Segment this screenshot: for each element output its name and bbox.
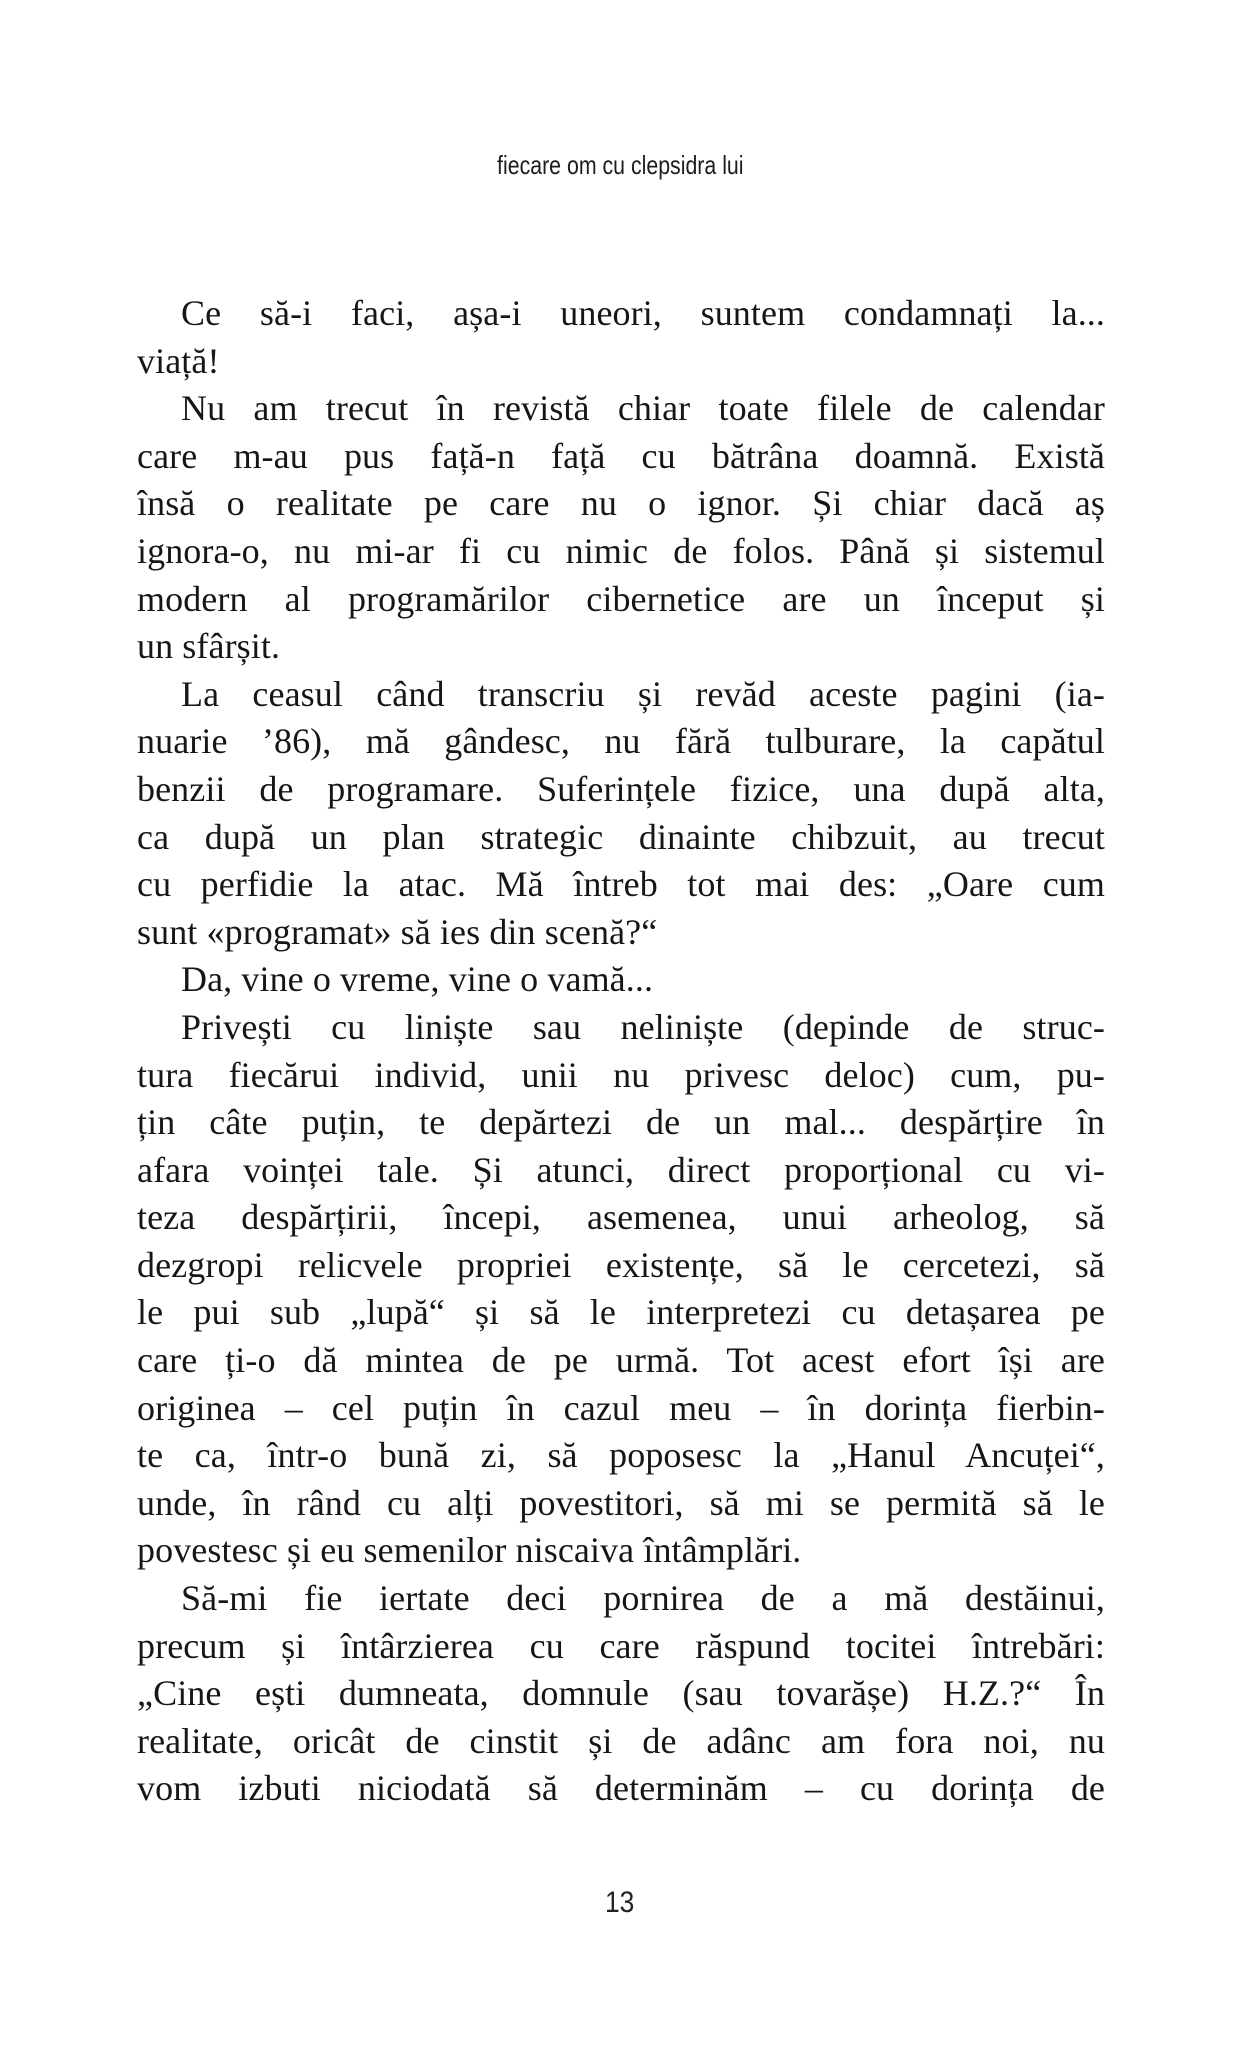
page-number	[0, 1886, 1240, 1920]
text-line: cu perfidie la atac. Mă întreb tot mai des: „Oare cum	[137, 864, 1105, 905]
text-line: te ca, într-o bună zi, să poposesc la „Hanul Ancuței“,	[137, 1435, 1105, 1476]
text-line: La ceasul când transcriu și revăd aceste pagini (ia-	[181, 673, 1105, 714]
text-line: care m-au pus față-n față cu bătrâna doamnă. Există	[137, 435, 1105, 476]
text-line: viață!	[137, 340, 220, 381]
paragraph	[137, 956, 1105, 1004]
paragraph	[137, 385, 1105, 671]
text-line: Da, vine o vreme, vine o vamă...	[181, 959, 654, 1000]
text-line: însă o realitate pe care nu o ignor. Și chiar dacă aș	[137, 483, 1105, 524]
text-line: le pui sub „lupă“ și să le interpretezi cu detașarea pe	[137, 1292, 1105, 1333]
text-line: vom izbuti niciodată să determinăm – cu dorința de	[137, 1768, 1105, 1809]
text-line: Nu am trecut în revistă chiar toate filele de calendar	[181, 388, 1105, 429]
paragraph	[137, 671, 1105, 957]
text-line: „Cine ești dumneata, domnule (sau tovarășe) H.Z.?“ În	[137, 1673, 1105, 1714]
text-line: Să-mi fie iertate deci pornirea de a mă destăinui,	[181, 1578, 1105, 1619]
text-line: ca după un plan strategic dinainte chibzuit, au trecut	[137, 816, 1105, 857]
text-line: originea – cel puțin în cazul meu – în dorința fierbin-	[137, 1387, 1105, 1428]
text-line: dezgropi relicvele propriei existențe, să le cercetezi, să	[137, 1244, 1105, 1285]
text-line: precum și întârzierea cu care răspund tocitei întrebări:	[137, 1625, 1105, 1666]
paragraph	[137, 1575, 1105, 1813]
text-line: ignora-o, nu mi-ar fi cu nimic de folos. Până și sistemul	[137, 530, 1105, 571]
text-line: țin câte puțin, te depărtezi de un mal... despărțire în	[137, 1102, 1105, 1143]
text-line: nuarie ’86), mă gândesc, nu fără tulburare, la capătul	[137, 721, 1105, 762]
paragraph	[137, 1004, 1105, 1575]
text-line: modern al programărilor cibernetice are un început și	[137, 578, 1105, 619]
paragraph	[137, 290, 1105, 385]
text-line: sunt «programat» să ies din scenă?“	[137, 911, 658, 952]
text-line: teza despărțirii, începi, asemenea, unui arheolog, să	[137, 1197, 1105, 1238]
running-header-title: fiecare om cu clepsidra lui	[496, 150, 744, 180]
text-line: afara voinței tale. Și atunci, direct proporțional cu vi-	[137, 1149, 1105, 1190]
text-line: care ți-o dă mintea de pe urmă. Tot acest efort își are	[137, 1340, 1105, 1381]
text-column	[137, 290, 1105, 1813]
text-line: benzii de programare. Suferințele fizice, una după alta,	[137, 768, 1105, 809]
text-line: unde, în rând cu alți povestitori, să mi se permită să le	[137, 1482, 1105, 1523]
text-line: un sfârșit.	[137, 626, 281, 667]
text-line: Ce să-i faci, așa-i uneori, suntem condamnați la...	[181, 293, 1105, 333]
running-header	[0, 150, 1240, 181]
text-line: Privești cu liniște sau neliniște (depinde de struc-	[181, 1006, 1105, 1047]
text-line: realitate, oricât de cinstit și de adânc am fora noi, nu	[137, 1720, 1105, 1761]
page-number-value: 13	[605, 1886, 635, 1919]
text-line: povestesc și eu semenilor niscaiva întâmplări.	[137, 1530, 802, 1571]
text-line: tura fiecărui individ, unii nu privesc deloc) cum, pu-	[137, 1054, 1105, 1095]
